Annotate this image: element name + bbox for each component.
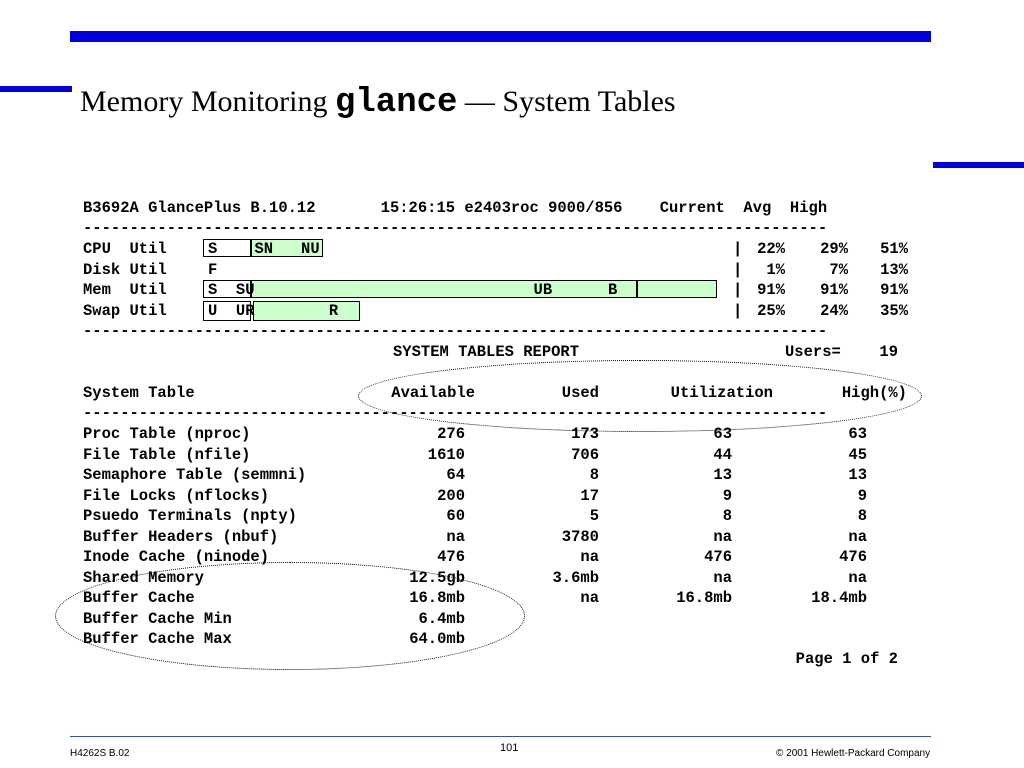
util-bar-text: U UR R xyxy=(208,302,339,320)
util-pipe: | xyxy=(733,240,743,258)
util-avg: 24% xyxy=(820,302,848,320)
util-current: 1% xyxy=(766,261,785,279)
table-cell: 13 xyxy=(713,466,732,484)
table-cell: 60 xyxy=(446,507,465,525)
util-current: 22% xyxy=(757,240,785,258)
table-cell: 18.4mb xyxy=(811,589,867,607)
table-cell: na xyxy=(713,568,732,587)
util-label: Mem Util xyxy=(83,281,167,299)
util-pipe: | xyxy=(733,261,743,279)
table-cell: 173 xyxy=(571,425,599,443)
table-cell: 8 xyxy=(589,466,599,484)
util-high: 51% xyxy=(880,240,908,258)
footer-page-number: 101 xyxy=(500,742,519,754)
table-cell: 16.8mb xyxy=(676,589,732,607)
table-cell: 17 xyxy=(580,486,599,505)
column-header-used: Used xyxy=(561,384,599,402)
footer-rule xyxy=(70,736,931,737)
util-label: CPU Util xyxy=(83,240,167,258)
right-accent-bar xyxy=(933,162,1024,168)
table-cell: Inode Cache (ninode) xyxy=(83,548,270,566)
table-cell: 476 xyxy=(704,548,732,566)
column-header-system-table: System Table xyxy=(83,384,195,402)
left-accent-bar xyxy=(0,86,72,92)
table-cell: File Table (nfile) xyxy=(83,445,251,464)
column-header-utilization: Utilization xyxy=(670,384,773,402)
util-high: 13% xyxy=(880,261,908,279)
glance-header: B3692A GlancePlus B.10.12 15:26:15 e2403roc 9000/856 Current Avg High xyxy=(83,199,828,217)
table-cell: 276 xyxy=(437,425,465,443)
title-prefix: Memory Monitoring xyxy=(80,85,335,118)
util-high: 35% xyxy=(880,302,908,320)
table-cell: 64 xyxy=(446,466,465,484)
util-current: 25% xyxy=(757,302,785,320)
util-bar-text: F xyxy=(208,261,218,279)
table-cell: na xyxy=(580,548,599,566)
table-cell: Semaphore Table (semmni) xyxy=(83,466,307,484)
util-pipe: | xyxy=(733,302,743,320)
util-avg: 29% xyxy=(820,240,848,258)
util-bar-text: S SU UB B xyxy=(208,281,618,299)
table-cell: na xyxy=(446,527,465,546)
util-high: 91% xyxy=(880,281,908,299)
table-cell: 64.0mb xyxy=(409,630,465,648)
table-cell: Psuedo Terminals (npty) xyxy=(83,507,297,525)
table-cell: 8 xyxy=(722,507,732,525)
title-command: glance xyxy=(335,84,458,122)
table-cell: na xyxy=(848,568,867,587)
util-bar-text: S SN NU xyxy=(208,240,320,258)
table-cell: 1610 xyxy=(427,445,465,464)
report-title: SYSTEM TABLES REPORT xyxy=(393,343,580,361)
table-cell: 476 xyxy=(437,548,465,566)
users-label: Users= xyxy=(785,343,841,361)
table-cell: Buffer Cache Max xyxy=(83,630,232,648)
separator-table: -------------------------------------------------------------------------------- xyxy=(83,404,828,422)
table-cell: 8 xyxy=(857,507,867,525)
util-label: Disk Util xyxy=(83,261,167,279)
table-cell: 200 xyxy=(437,486,465,505)
table-cell: 16.8mb xyxy=(409,589,465,607)
util-current: 91% xyxy=(757,281,785,299)
table-cell: 6.4mb xyxy=(418,609,465,628)
table-cell: Buffer Headers (nbuf) xyxy=(83,527,279,546)
table-cell: 63 xyxy=(713,425,732,443)
table-cell: 706 xyxy=(571,445,599,464)
table-cell: 3780 xyxy=(561,527,599,546)
separator-middle: -------------------------------------------------------------------------------- xyxy=(83,322,828,340)
table-cell: 3.6mb xyxy=(552,568,599,587)
table-cell: na xyxy=(713,527,732,546)
table-cell: 9 xyxy=(722,486,732,505)
table-cell: Buffer Cache Min xyxy=(83,609,232,628)
column-header-available: Available xyxy=(391,384,475,402)
table-cell: 12.5gb xyxy=(409,568,465,587)
util-pipe: | xyxy=(733,281,743,299)
table-cell: File Locks (nflocks) xyxy=(83,486,270,505)
column-headers-highlight xyxy=(358,360,922,432)
top-accent-bar xyxy=(70,31,931,42)
table-cell: na xyxy=(848,527,867,546)
table-cell: 44 xyxy=(713,445,732,464)
slide-title xyxy=(80,84,676,122)
table-cell: 13 xyxy=(848,466,867,484)
footer-left: H4262S B.02 xyxy=(70,748,130,759)
util-avg: 7% xyxy=(829,261,848,279)
title-suffix: — System Tables xyxy=(457,85,676,118)
table-cell: 9 xyxy=(857,486,867,505)
table-cell: 5 xyxy=(589,507,599,525)
table-cell: na xyxy=(580,589,599,607)
table-cell: 476 xyxy=(839,548,867,566)
table-cell: 45 xyxy=(848,445,867,464)
page-indicator: Page 1 of 2 xyxy=(795,650,898,668)
table-cell: 63 xyxy=(848,425,867,443)
column-header-high: High(%) xyxy=(841,384,907,402)
mem-bar-b xyxy=(637,280,717,298)
table-cell: Shared Memory xyxy=(83,568,204,587)
footer-right: © 2001 Hewlett-Packard Company xyxy=(776,748,931,759)
users-value: 19 xyxy=(879,343,898,361)
util-label: Swap Util xyxy=(83,302,167,320)
table-cell: Buffer Cache xyxy=(83,589,195,607)
table-cell: Proc Table (nproc) xyxy=(83,425,251,443)
separator-top: -------------------------------------------------------------------------------- xyxy=(83,219,828,237)
util-avg: 91% xyxy=(820,281,848,299)
memory-rows-highlight xyxy=(55,562,525,670)
